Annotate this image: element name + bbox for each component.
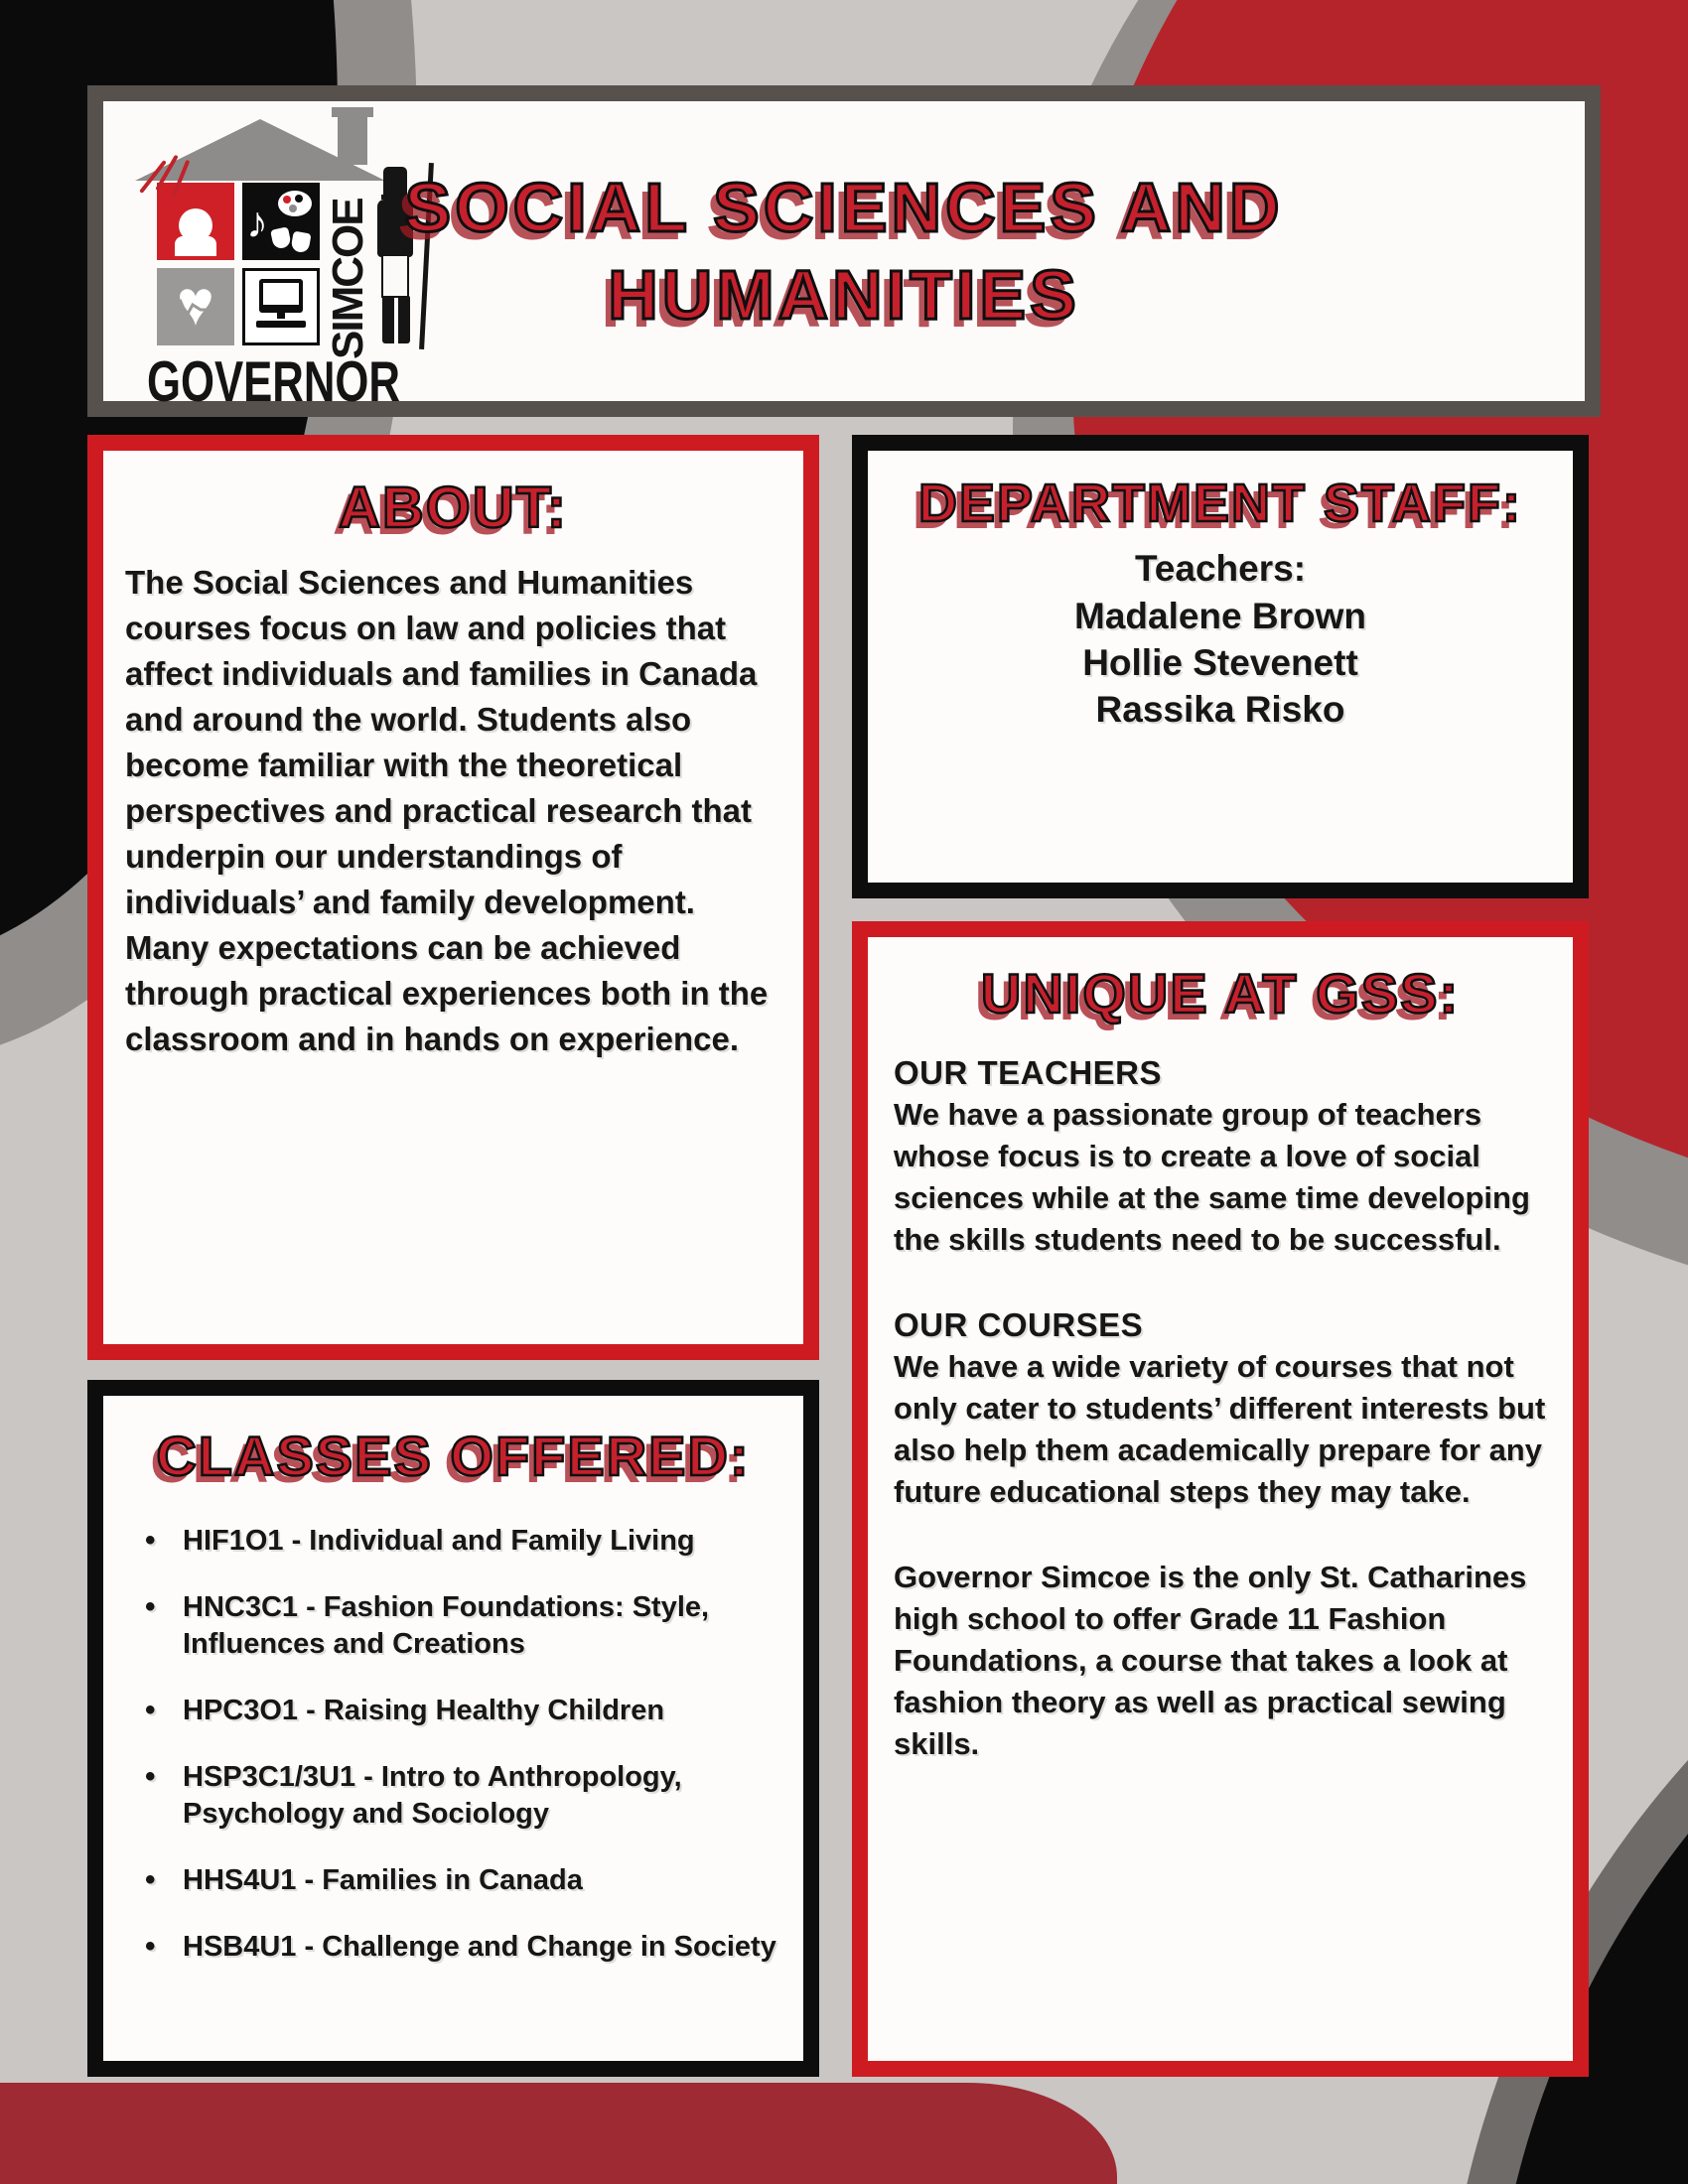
- staff-title: DEPARTMENT STAFF:: [918, 474, 1522, 533]
- classes-section: [87, 1380, 819, 2077]
- unique-paragraph-heading: OUR TEACHERS: [894, 1053, 1163, 1091]
- unique-paragraph: [894, 1304, 1547, 1513]
- class-list-item: • HIF1O1 - Individual and Family Living: [145, 1523, 783, 1560]
- logo-governor-text: GOVERNOR: [147, 348, 400, 414]
- about-section: [87, 435, 819, 1360]
- class-list: [103, 1523, 803, 1966]
- about-title: ABOUT:: [338, 476, 569, 540]
- page-title-line1: SOCIAL SCIENCES AND: [404, 169, 1284, 246]
- teacher-name: Rassika Risko: [1095, 689, 1345, 731]
- staff-section: [852, 435, 1589, 898]
- heart-icon: ♥: [177, 267, 214, 339]
- music-note-icon: ♪: [246, 199, 268, 247]
- class-list-item: • HNC3C1 - Fashion Foundations: Style, Influences and Creations: [145, 1589, 783, 1663]
- class-list-item: • HSB4U1 - Challenge and Change in Society: [145, 1929, 783, 1966]
- class-list-item: • HHS4U1 - Families in Canada: [145, 1862, 783, 1899]
- unique-paragraph-body: Governor Simcoe is the only St. Catharines high school to offer Grade 11 Fashion Foundations, a course that takes a look at fashion theory as well as practical sewing skills.: [894, 1559, 1527, 1761]
- class-list-item: • HPC3O1 - Raising Healthy Children: [145, 1693, 783, 1729]
- bottom-left-red-band: [0, 2083, 1117, 2184]
- unique-section: [852, 921, 1589, 2077]
- unique-paragraph-heading: OUR COURSES: [894, 1305, 1144, 1343]
- page-title-line2: HUMANITIES: [608, 256, 1080, 334]
- teacher-list: [868, 593, 1573, 733]
- unique-paragraph: [894, 1557, 1547, 1765]
- page-title: [103, 101, 1585, 401]
- staff-subtitle: Teachers:: [1134, 548, 1307, 590]
- logo-simcoe-text: SIMCOE: [324, 199, 372, 359]
- unique-title: UNIQUE AT GSS:: [980, 962, 1461, 1024]
- header: [87, 85, 1601, 417]
- classes-title: CLASSES OFFERED:: [156, 1425, 751, 1487]
- unique-paragraph: [894, 1052, 1547, 1261]
- unique-paragraph-body: We have a passionate group of teachers whose focus is to create a love of social sciences while at the same time developing the skills students need to be successful.: [894, 1096, 1530, 1257]
- class-list-item: • HSP3C1/3U1 - Intro to Anthropology, Psychology and Sociology: [145, 1759, 783, 1833]
- unique-paragraph-body: We have a wide variety of courses that not only cater to students’ different interests but also help them academically prepare for any future educational steps they may take.: [894, 1348, 1546, 1509]
- teacher-name: Hollie Stevenett: [1082, 642, 1358, 684]
- unique-paragraphs: [894, 1052, 1547, 1765]
- teacher-name: Madalene Brown: [1074, 596, 1366, 637]
- about-body: The Social Sciences and Humanities courses focus on law and policies that affect individuals and families in Canada and around the world. Students also become familiar with the theoretical perspectives and practical research that underpin our understandings of individuals’ and family development. Many expectations can be achieved through practical experiences both in the classroom and in hands on experience.: [125, 563, 769, 1057]
